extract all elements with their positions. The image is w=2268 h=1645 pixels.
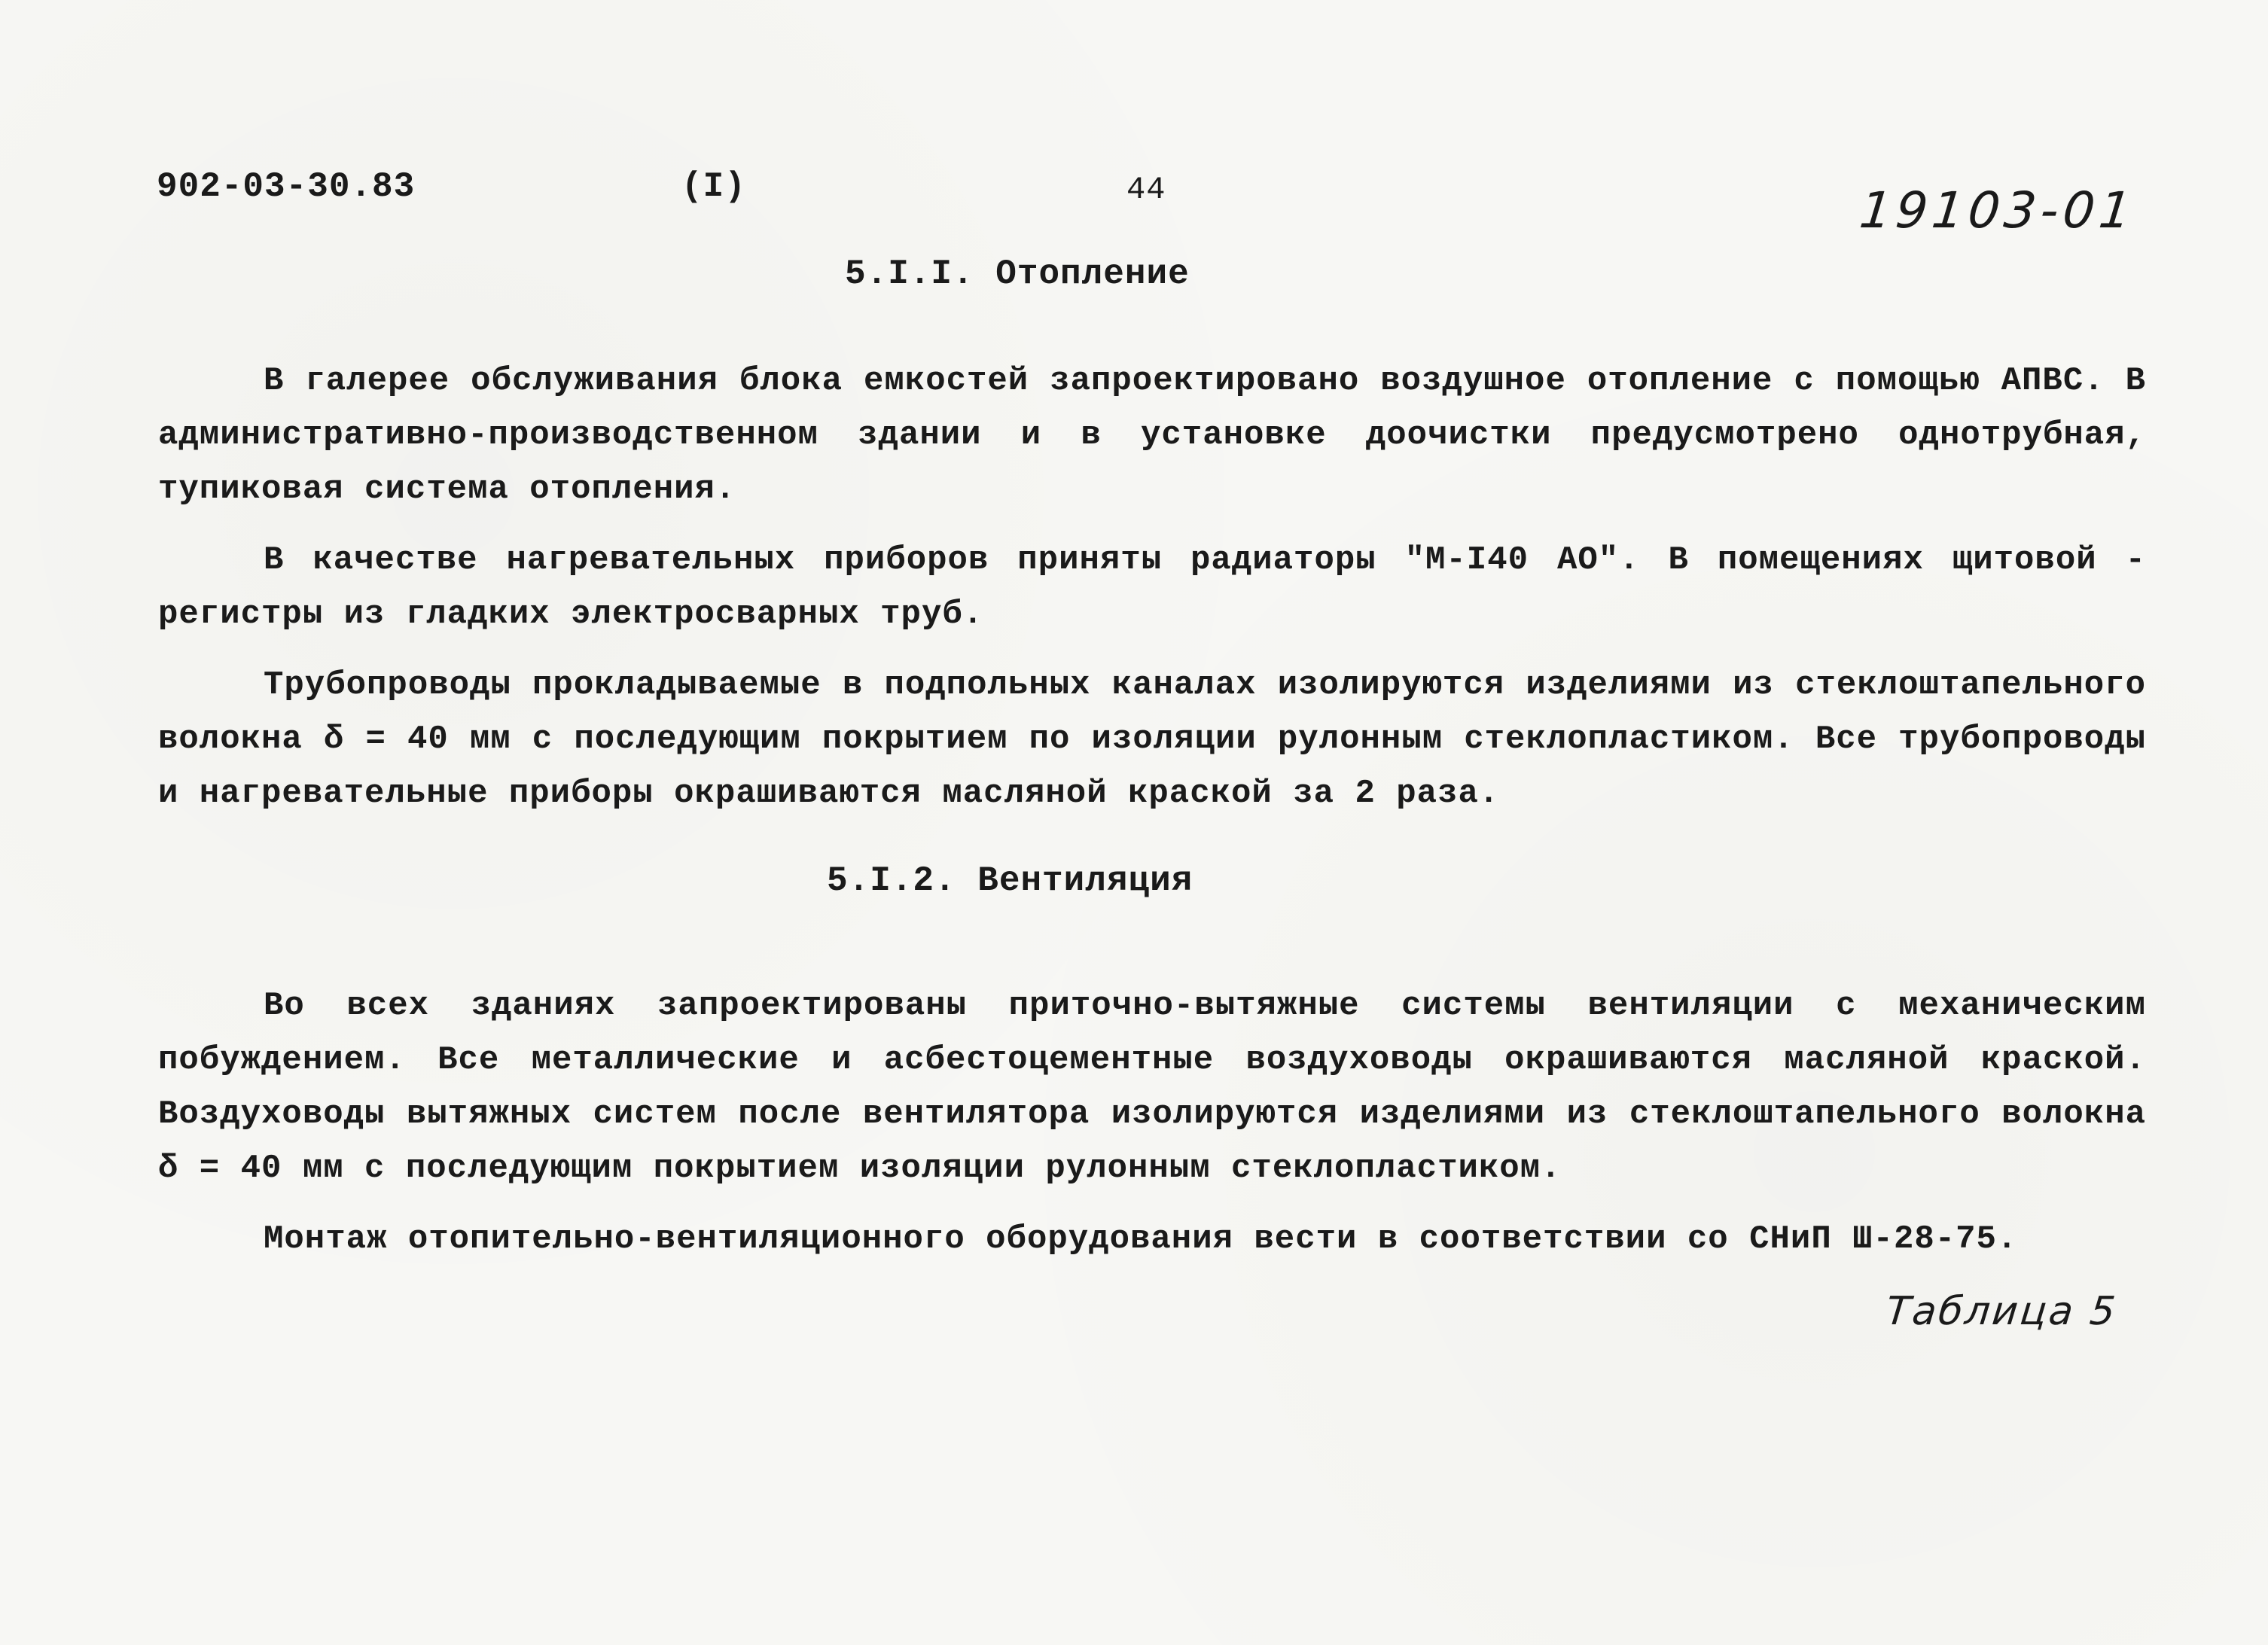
paragraph-text: Монтаж отопительно-вентиляционного оборудования вести в соответствии со СНиП Ш-28-75. [264,1220,2018,1258]
ventilation-paragraph-2 [158,1212,2146,1266]
section-heading-ventilation: 5.I.2. Вентиляция [827,861,1193,900]
paragraph-text: В качестве нагревательных приборов приняты радиаторы "М-I40 АО". В помещениях щитовой - регистры из гладких электросварных труб. [158,541,2146,633]
paragraph-text: Во всех зданиях запроектированы приточно-вытяжные системы вентиляции с механическим побуждением. Все металлические и асбестоцементные воздуховоды окрашиваются масляной краской. Воздуховоды вытяжных систем после вентилятора изолируются изделиями из стеклоштапельного волокна δ = 40 мм с последующим покрытием изоляции рулонным стеклопластиком. [158,987,2146,1187]
page-number: 44 [1126,172,1166,208]
ventilation-paragraph-1 [158,979,2146,1196]
section-heading-heating: 5.I.I. Отопление [845,254,1190,294]
heating-paragraph-1 [158,354,2146,516]
table-caption: Таблица 5 [1883,1289,2120,1334]
handwritten-stamp-number: 19103-01 [1857,181,2138,239]
paragraph-text: В галерее обслуживания блока емкостей запроектировано воздушное отопление с помощью АПВС. В административно-производственном здании и в установке доочистки предусмотрено однотрубная, тупиковая система отопления. [158,362,2146,508]
document-part: (I) [681,167,746,206]
heating-paragraph-3 [158,658,2146,821]
document-code: 902-03-30.83 [157,167,416,206]
paragraph-text: Трубопроводы прокладываемые в подпольных каналах изолируются изделиями из стеклоштапельного волокна δ = 40 мм с последующим покрытием по изоляции рулонным стеклопластиком. Все трубопроводы и нагревательные приборы окрашиваются масляной краской за 2 раза. [158,666,2146,812]
heating-paragraph-2 [158,533,2146,641]
